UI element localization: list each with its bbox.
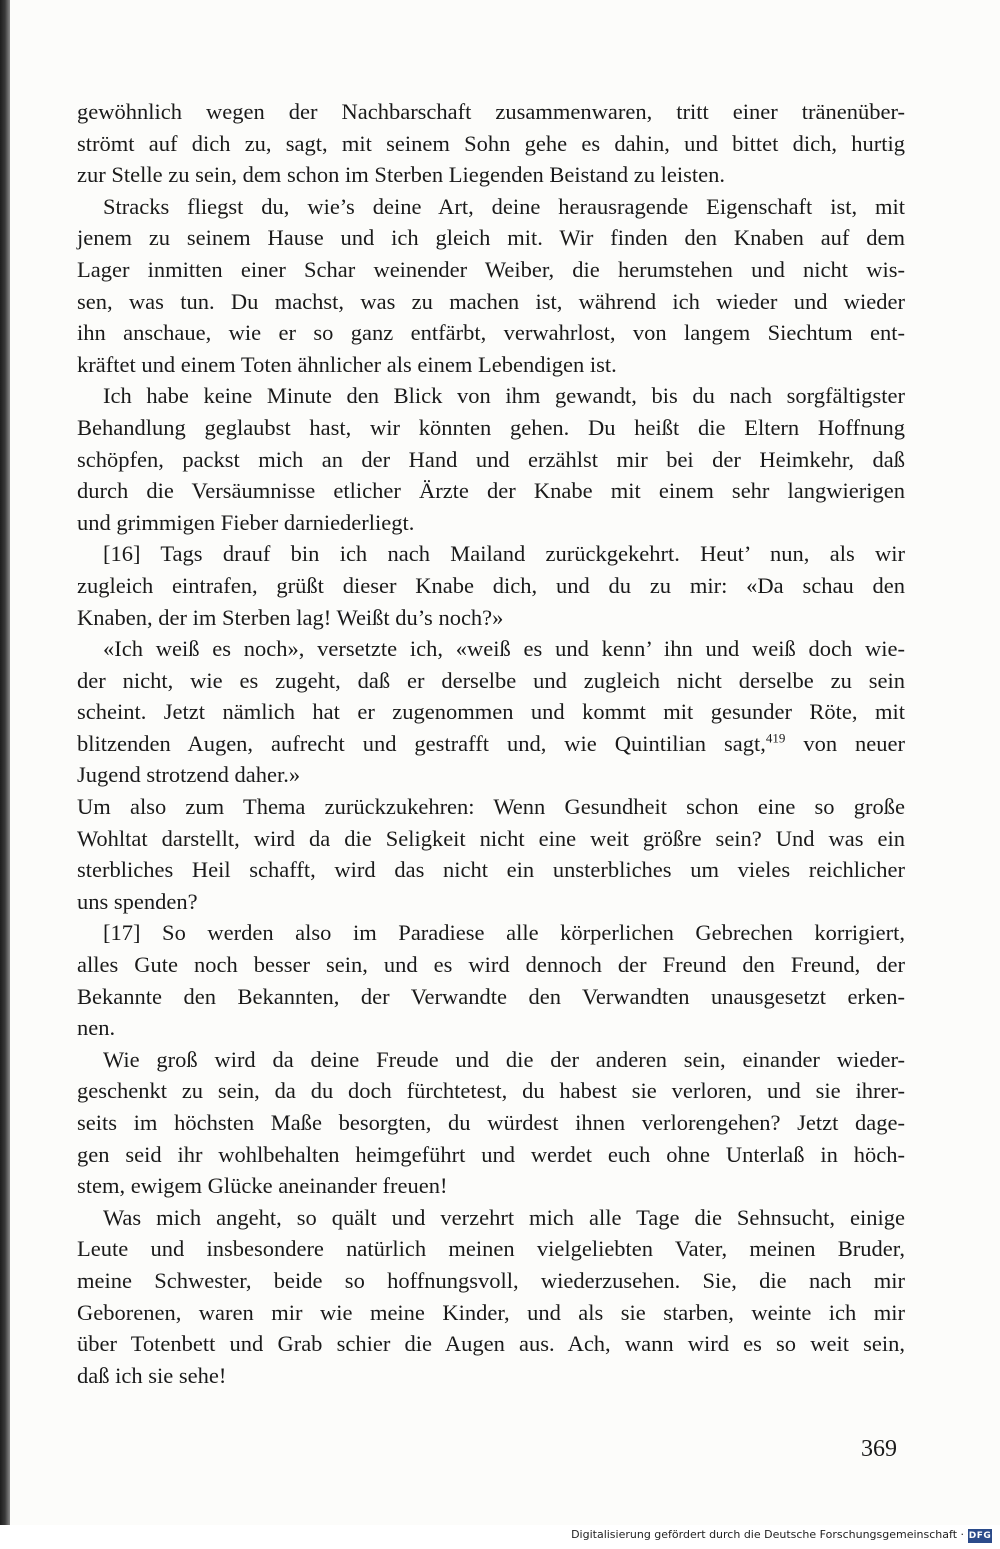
text-line: «Ich weiß es noch», versetzte ich, «weiß es und kenn’ ihn und weiß doch wie-	[103, 636, 905, 662]
page-number: 369	[861, 1436, 897, 1462]
text-line: Wohltat darstellt, wird da die Seligkeit nicht eine weit größre sein? Und was ein	[77, 825, 905, 851]
text-line: uns spenden?	[77, 888, 198, 914]
text-line: der nicht, wie es zugeht, daß er derselbe und zugleich nicht derselbe zu sein	[77, 667, 905, 693]
text-line: [17] So werden also im Paradiese alle körperlichen Gebrechen korrigiert,	[103, 920, 905, 946]
text-line: sen, was tun. Du machst, was zu machen ist, während ich wieder und wieder	[77, 288, 905, 314]
text-line: und grimmigen Fieber darniederliegt.	[77, 509, 415, 535]
text-line: Was mich angeht, so quält und verzehrt mich alle Tage die Sehnsucht, einige	[103, 1204, 905, 1230]
text-line: jenem zu seinem Hause und ich gleich mit. Wir finden den Knaben auf dem	[77, 225, 905, 251]
text-line: gewöhnlich wegen der Nachbarschaft zusammenwaren, tritt einer tränenüber-	[77, 99, 905, 124]
text-line: kräftet und einem Toten ähnlicher als einem Lebendigen ist.	[77, 351, 617, 377]
text-line: Um also zum Thema zurückzukehren: Wenn Gesundheit schon eine so große	[77, 794, 905, 820]
text-fragment: blitzenden Augen, aufrecht und gestrafft und, wie Quintilian sagt,	[77, 730, 766, 756]
text-line: sterbliches Heil schafft, wird das nicht ein unsterbliches um vieles reichlicher	[77, 857, 905, 883]
text-line: Wie groß wird da deine Freude und die der anderen sein, einander wieder-	[103, 1046, 905, 1072]
text-line: ihn anschaue, wie er so ganz entfärbt, verwahrlost, von langem Siechtum ent-	[77, 320, 905, 346]
text-line: schöpfen, packst mich an der Hand und erzählst mir bei der Heimkehr, daß	[77, 446, 905, 472]
text-line: alles Gute noch besser sein, und es wird dennoch der Freund den Freund, der	[77, 952, 905, 978]
body-text	[77, 96, 905, 1391]
text-line: Stracks fliegst du, wie’s deine Art, deine herausragende Eigenschaft ist, mit	[103, 193, 905, 219]
text-line: daß ich sie sehe!	[77, 1362, 227, 1388]
text-line: scheint. Jetzt nämlich hat er zugenommen und kommt mit gesunder Röte, mit	[77, 699, 905, 725]
book-page	[10, 0, 1000, 1525]
scan-page-edge	[0, 0, 10, 1525]
text-line: seits im höchsten Maße besorgten, du würdest ihnen verlorengehen? Jetzt dage-	[77, 1110, 905, 1135]
text-line: zugleich eintrafen, grüßt dieser Knabe dich, und du zu mir: «Da schau den	[77, 572, 905, 598]
text-fragment: von neuer	[785, 730, 906, 756]
text-line: gen seid ihr wohlbehalten heimgeführt und werdet euch ohne Unterlaß in höch-	[77, 1141, 905, 1167]
text-line: Geborenen, waren mir wie meine Kinder, und als sie starben, weinte ich mir	[77, 1299, 905, 1325]
text-line: strömt auf dich zu, sagt, mit seinem Sohn gehe es dahin, und bittet dich, hurtig	[77, 130, 905, 156]
text-line: Behandlung geglaubst hast, wir könnten gehen. Du heißt die Eltern Hoffnung	[77, 414, 905, 440]
text-line: Lager inmitten einer Schar weinender Weiber, die herumstehen und nicht wis-	[77, 256, 905, 282]
dfg-logo: DFG	[968, 1531, 992, 1541]
text-line: durch die Versäumnisse etlicher Ärzte der Knabe mit einem sehr langwierigen	[77, 478, 905, 504]
text-line: Ich habe keine Minute den Blick von ihm gewandt, bis du nach sorgfältigster	[103, 383, 905, 409]
text-line: Jugend strotzend daher.»	[77, 762, 301, 788]
footnote-reference[interactable]: 419	[765, 730, 786, 746]
text-line: meine Schwester, beide so hoffnungsvoll, wiederzusehen. Sie, die nach mir	[77, 1267, 905, 1293]
funding-credit: Digitalisierung gefördert durch die Deutsche Forschungsgemeinschaft ·	[571, 1528, 964, 1541]
text-line: zur Stelle zu sein, dem schon im Sterben Liegenden Beistand zu leisten.	[77, 162, 725, 188]
text-line: Leute und insbesondere natürlich meinen vielgeliebten Vater, meinen Bruder,	[77, 1236, 905, 1262]
text-line: stem, ewigem Glücke aneinander freuen!	[77, 1173, 448, 1199]
text-line: Bekannte den Bekannten, der Verwandte den Verwandten unausgesetzt erken-	[77, 983, 905, 1009]
text-line: nen.	[77, 1015, 116, 1041]
text-line: [16] Tags drauf bin ich nach Mailand zurückgekehrt. Heut’ nun, als wir	[103, 541, 905, 567]
text-line: über Totenbett und Grab schier die Augen aus. Ach, wann wird es so weit sein,	[77, 1331, 905, 1357]
text-line: geschenkt zu sein, da du doch fürchtetest, du habest sie verloren, und sie ihrer-	[77, 1078, 905, 1104]
text-line-with-footnote	[77, 728, 905, 760]
text-line: Knaben, der im Sterben lag! Weißt du’s noch?»	[77, 604, 504, 630]
